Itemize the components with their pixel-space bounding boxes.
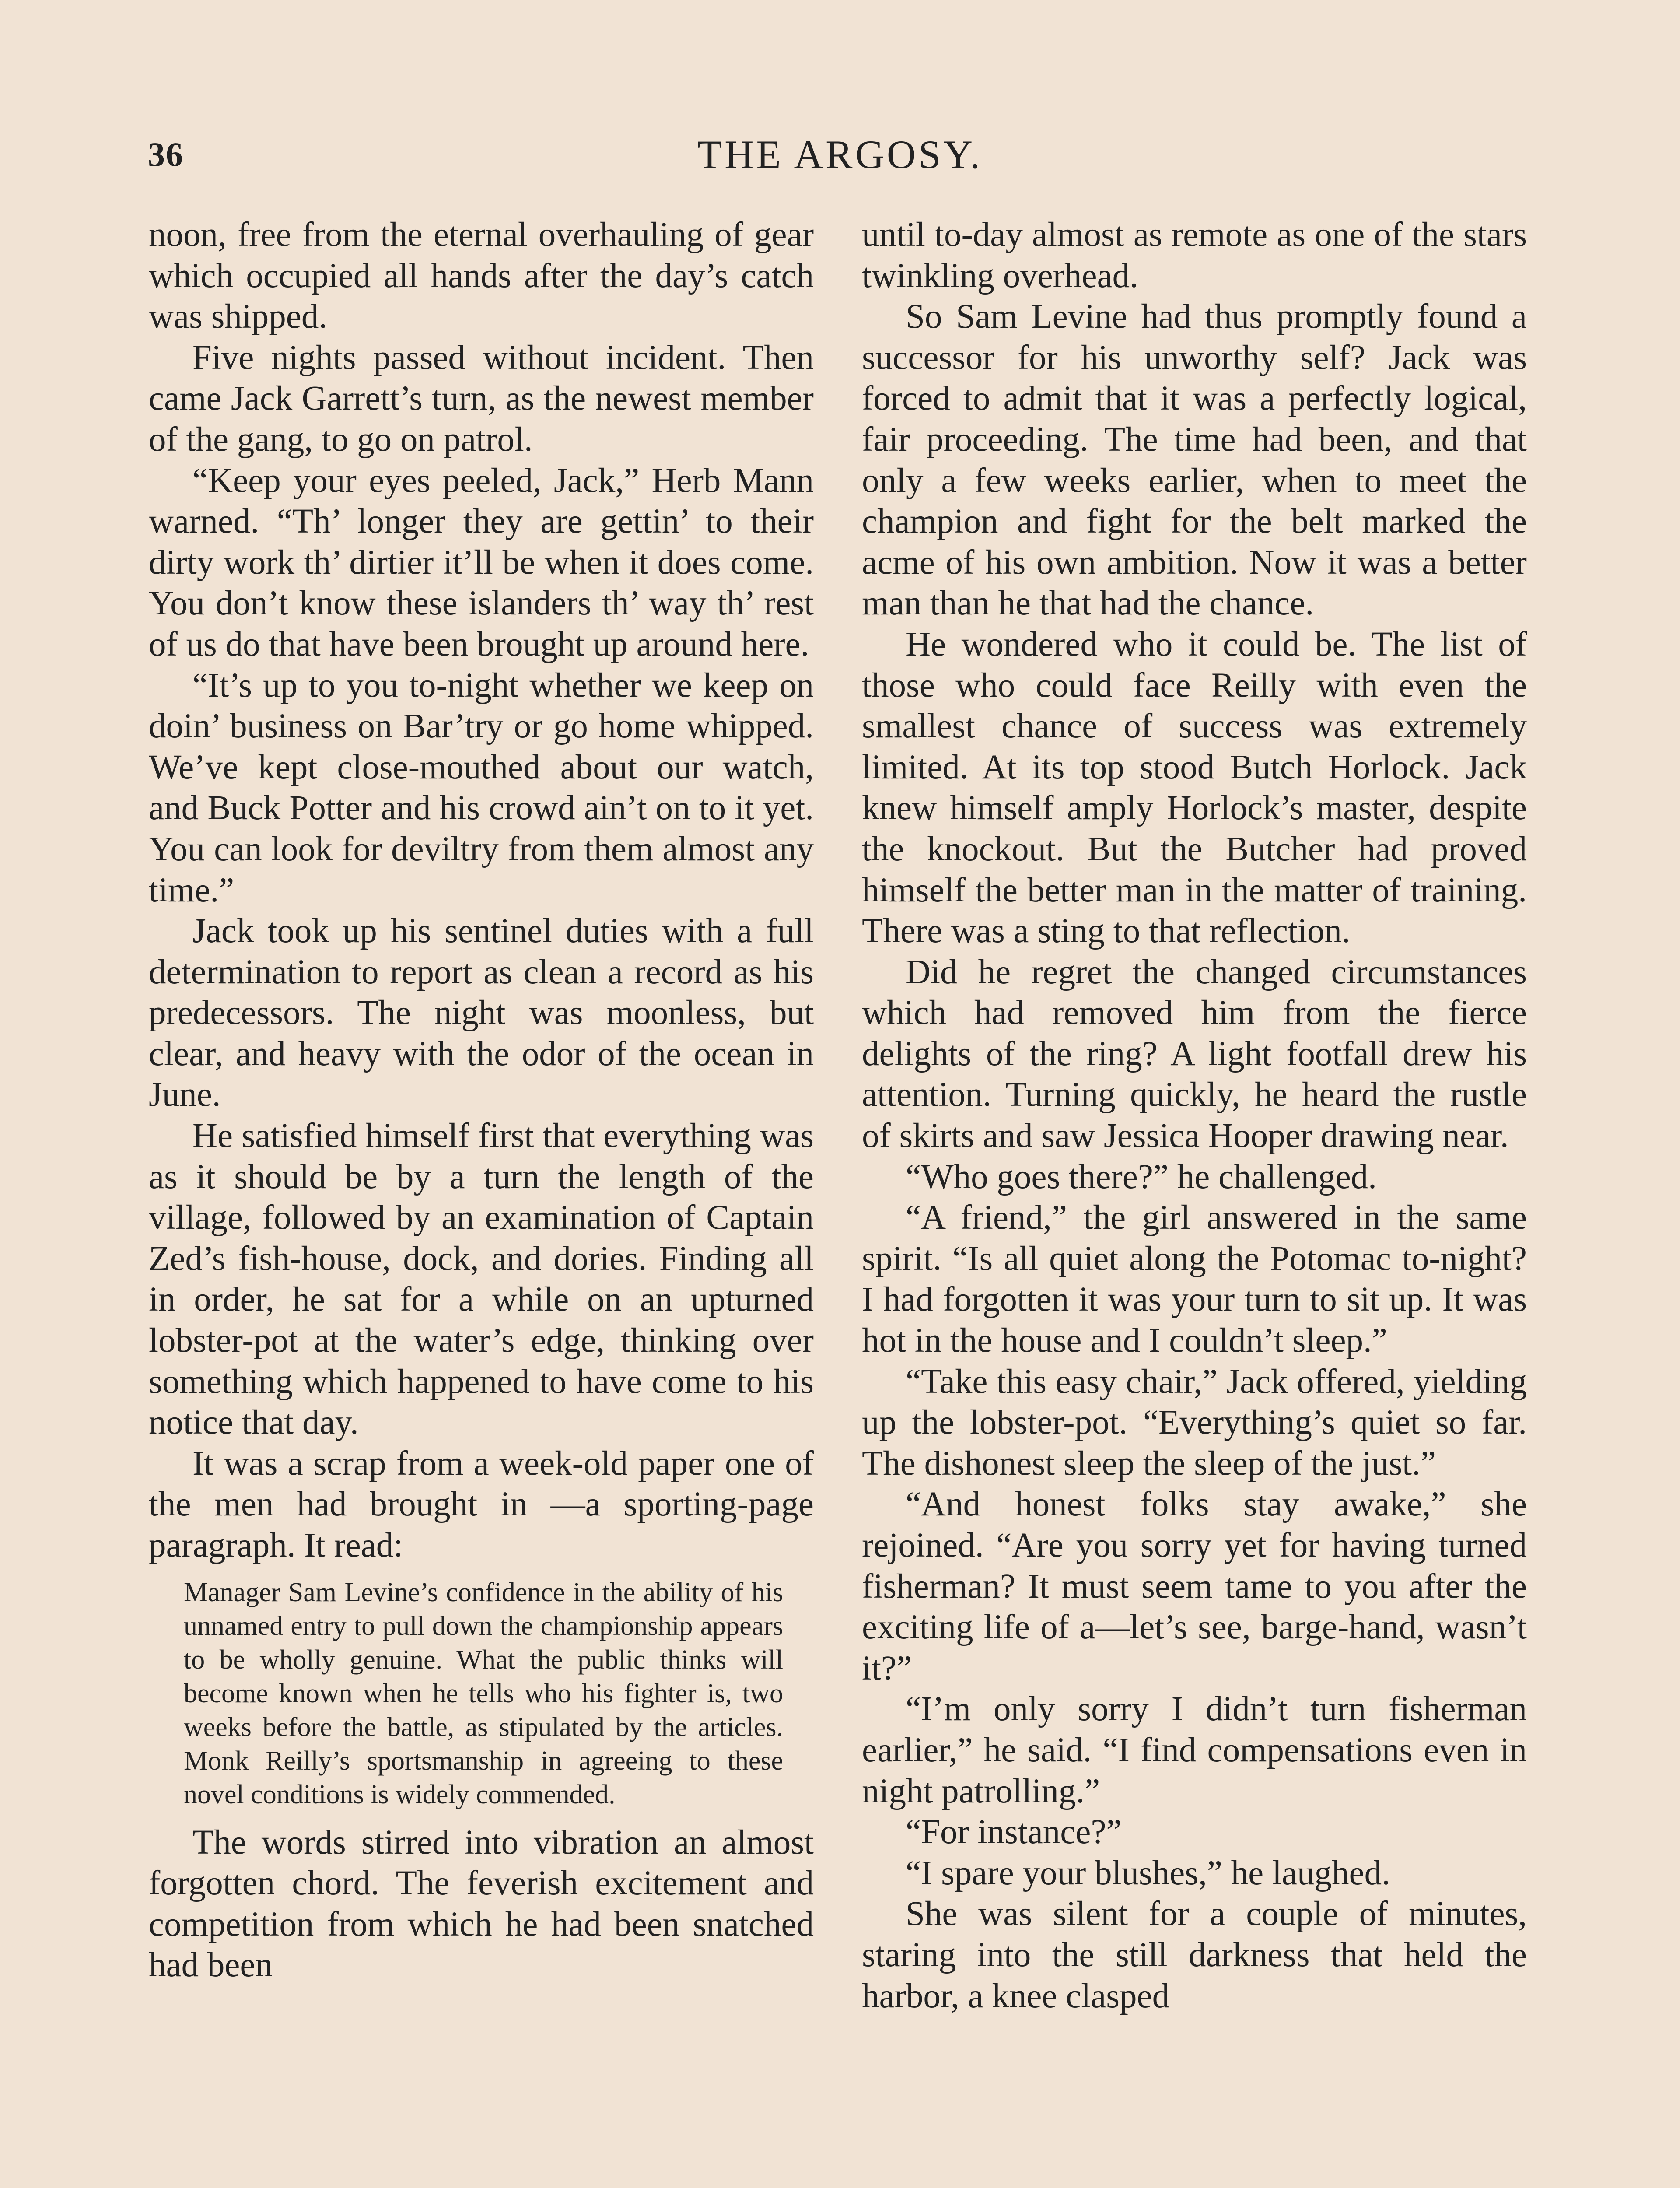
paragraph: “Take this easy chair,” Jack offered, yielding up the lobster-pot. “Everything’s quiet so far. The dishonest sleep the sleep of the just.” — [862, 1362, 1527, 1483]
paragraph: Jack took up his sentinel duties with a full determination to report as clean a record as his predecessors. The night was moonless, but clear, and heavy with the odor of the ocean in June. — [149, 912, 814, 1114]
paragraph-continuation: until to-day almost as remote as one of the stars twinkling overhead. — [862, 216, 1527, 295]
page-number: 36 — [148, 135, 184, 173]
page-header — [0, 131, 1680, 184]
paragraph: “Keep your eyes peeled, Jack,” Herb Mann warned. “Th’ longer they are gettin’ to their dirty work th’ dirtier it’ll be when it does come. You don’t know these islanders th’ way th’ rest of us do that have been brought up around here. — [149, 461, 814, 663]
paragraph: “I’m only sorry I didn’t turn fisherman earlier,” he said. “I find compensations even in night patrolling.” — [862, 1690, 1527, 1810]
paragraph: Did he regret the changed circumstances which had removed him from the fierce delights of the ring? A light footfall drew his attention. Turning quickly, he heard the rustle of skirts and saw Jessica Hooper drawing near. — [862, 953, 1527, 1155]
right-column — [862, 214, 1527, 2016]
paragraph: “It’s up to you to-night whether we keep on doin’ business on Bar’try or go home whipped. We’ve kept close-mouthed about our watch, and Buck Potter and his crowd ain’t on to it yet. You can look for deviltry from them almost any time.” — [149, 666, 814, 909]
running-title: THE ARGOSY. — [697, 132, 983, 177]
paragraph: “For instance?” — [906, 1813, 1122, 1851]
newspaper-quote: Manager Sam Levine’s confidence in the ability of his unnamed entry to pull down the championship appears to be wholly genuine. What the public thinks will become known when he tells who his fighter is, two weeks before the battle, as stipulated by the articles. Monk Reilly’s sportsmanship in agreeing to these novel conditions is widely commended. — [184, 1577, 783, 1809]
paragraph: “And honest folks stay awake,” she rejoined. “Are you sorry yet for having turned fisherman? It must seem tame to you after the exciting life of a—let’s see, barge-hand, wasn’t it?” — [862, 1485, 1527, 1687]
paragraph: “A friend,” the girl answered in the same spirit. “Is all quiet along the Potomac to-night? I had forgotten it was your turn to sit up. It was hot in the house and I couldn’t sleep.” — [862, 1199, 1527, 1360]
paragraph: The words stirred into vibration an almost forgotten chord. The feverish excitement and competition from which he had been snatched had been — [149, 1823, 814, 1985]
paragraph: “Who goes there?” he challenged. — [906, 1157, 1377, 1196]
paragraph: “I spare your blushes,” he laughed. — [906, 1854, 1390, 1892]
paragraph: He wondered who it could be. The list of those who could face Reilly with even the smallest chance of success was extremely limited. At its top stood Butch Horlock. Jack knew himself amply Horlock’s master, despite the knockout. But the Butcher had proved himself the better man in the matter of training. There was a sting to that reflection. — [862, 625, 1527, 950]
paragraph: She was silent for a couple of minutes, staring into the still darkness that held the harbor, a knee clasped — [862, 1895, 1527, 2015]
paragraph: It was a scrap from a week-old paper one of the men had brought in —a sporting-page paragraph. It read: — [149, 1444, 814, 1564]
left-column — [149, 214, 814, 1986]
paragraph: Five nights passed without incident. Then came Jack Garrett’s turn, as the newest member of the gang, to go on patrol. — [149, 338, 814, 459]
paragraph: He satisfied himself first that everything was as it should be by a turn the length of the village, followed by an examination of Captain Zed’s fish-house, dock, and dories. Finding all in order, he sat for a while on an upturned lobster-pot at the water’s edge, thinking over something which happened to have come to his notice that day. — [149, 1117, 814, 1442]
paragraph: noon, free from the eternal overhauling of gear which occupied all hands after the day’s catch was shipped. — [149, 216, 814, 336]
paragraph: So Sam Levine had thus promptly found a successor for his unworthy self? Jack was forced to admit that it was a perfectly logical, fair proceeding. The time had been, and that only a few weeks earlier, when to meet the champion and fight for the belt marked the acme of his own ambition. Now it was a better man than he that had the chance. — [862, 298, 1527, 623]
